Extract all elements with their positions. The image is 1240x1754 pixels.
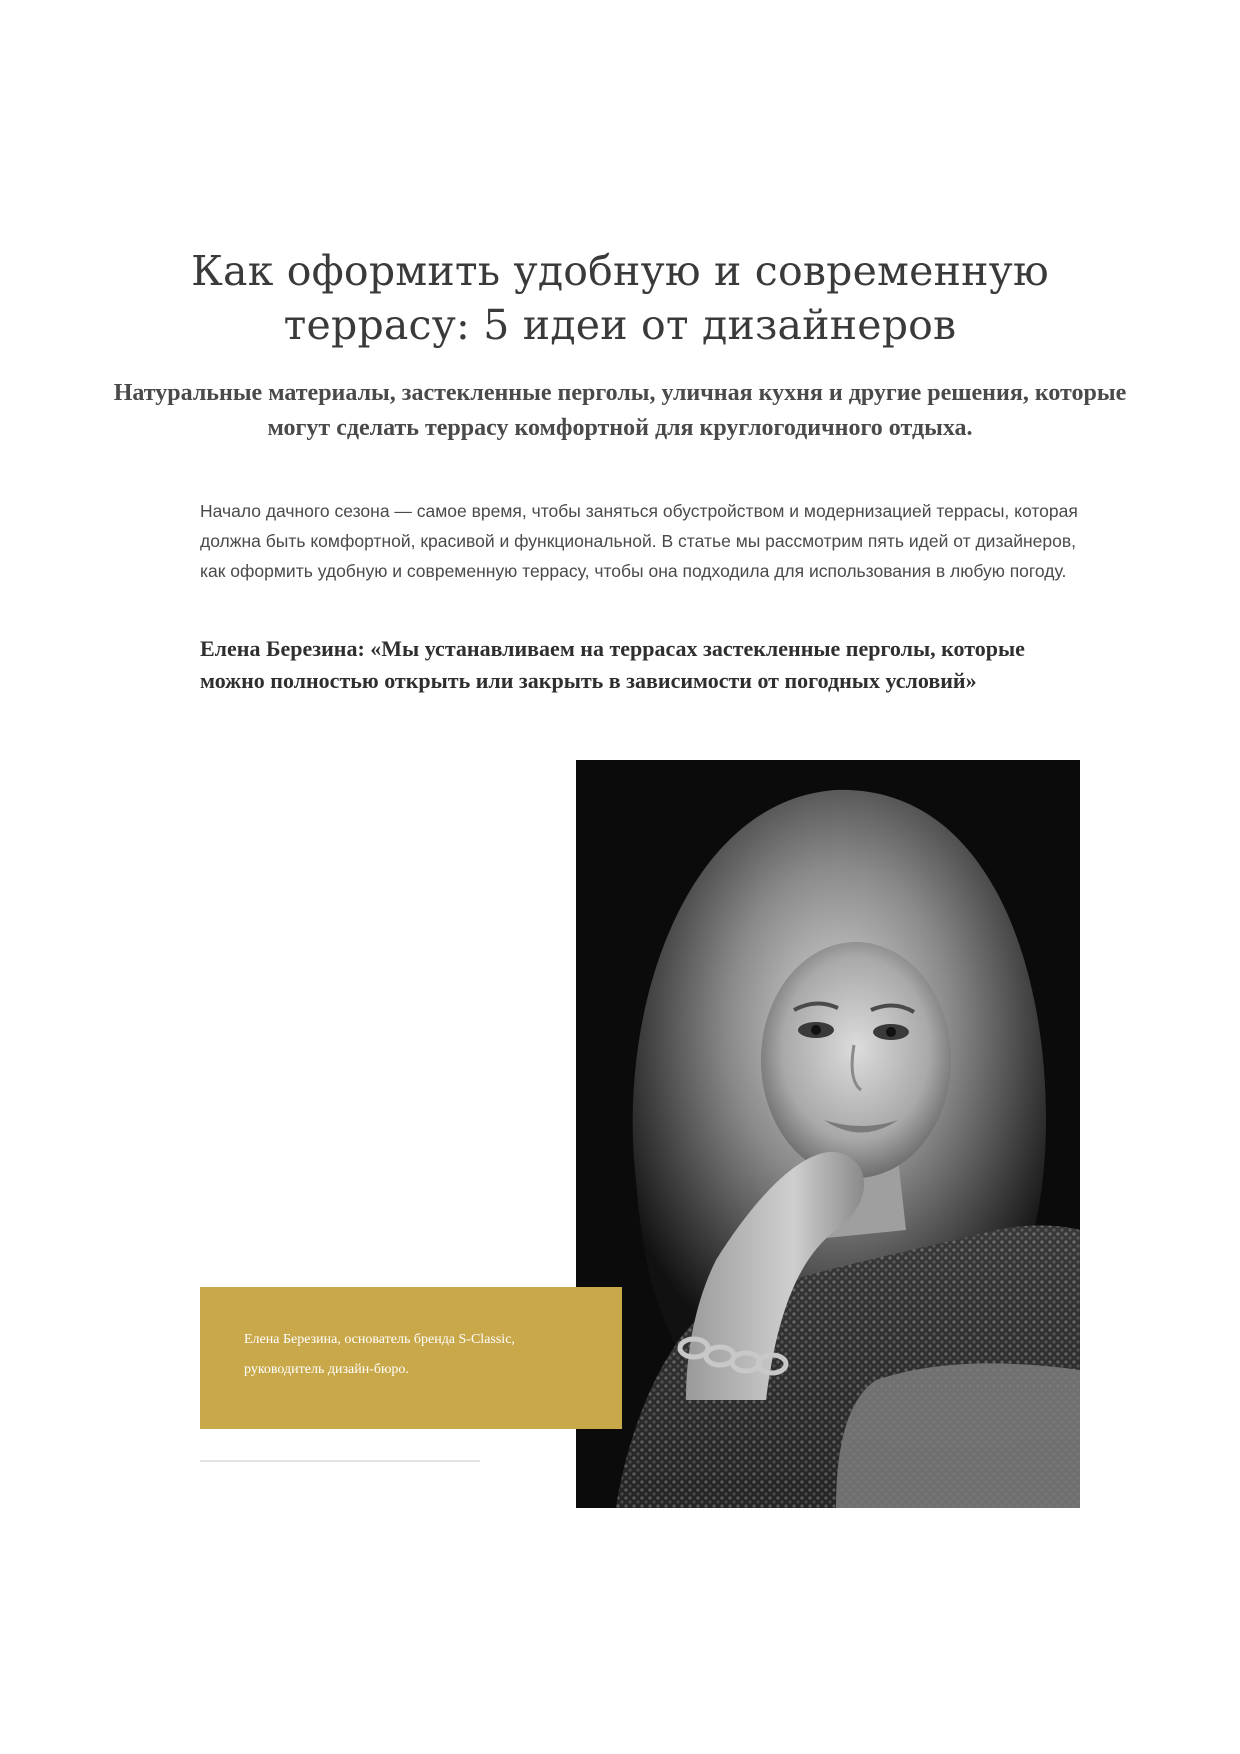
photo-caption-text: Елена Березина, основатель бренда S-Classic, руководитель дизайн-бюро. <box>244 1332 515 1377</box>
article-title: Как оформить удобную и современную террасу: 5 идеи от дизайнеров <box>191 247 1049 349</box>
portrait-photo <box>576 760 1080 1508</box>
article-intro: Начало дачного сезона — самое время, чтобы заняться обустройством и модернизацией террасы, которая должна быть комфортной, красивой и функциональной. В статье мы рассмотрим пять идей от дизайнеров, как оформить удобную и современную террасу, чтобы она подходила для использования в любую погоду. <box>200 501 1078 581</box>
article-lead: Натуральные материалы, застекленные перголы, уличная кухня и другие решения, которые могут сделать террасу комфортной для круглогодичного отдыха. <box>113 380 1127 441</box>
quote-heading: Елена Березина: «Мы устанавливаем на террасах застекленные перголы, которые можно полностью открыть или закрыть в зависимости от погодных условий» <box>200 636 1025 693</box>
section-divider <box>200 1460 480 1462</box>
photo-caption <box>200 1287 622 1429</box>
